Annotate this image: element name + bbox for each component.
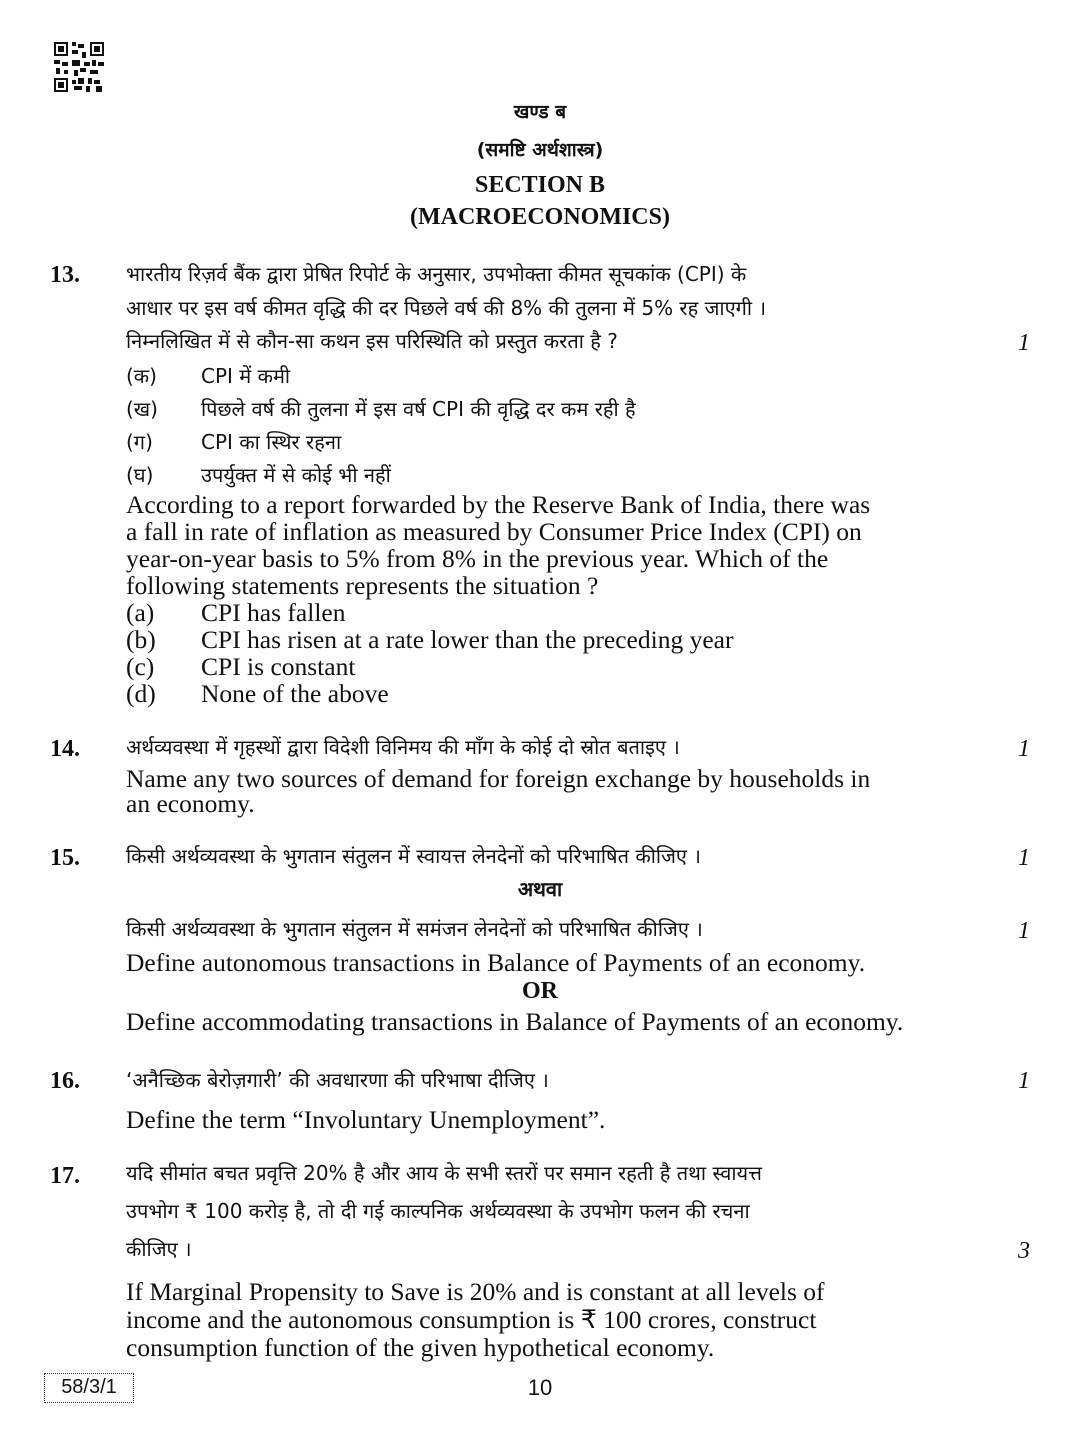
or-separator-hindi: अथवा (517, 877, 563, 901)
option-label: (b) (126, 625, 156, 654)
or-separator: OR (522, 978, 558, 1004)
question-number: 13. (50, 262, 80, 288)
option-label: (ग) (126, 430, 153, 454)
option-label: (a) (126, 598, 155, 627)
marks: 1 (1018, 845, 1030, 871)
question-text-hindi: यदि सीमांत बचत प्रवृत्ति 20% है और आय के सभी स्तरों पर समान रहती है तथा स्वायत्त (126, 1161, 762, 1185)
question-text: year-on-year basis to 5% from 8% in the previous year. Which of the (126, 544, 829, 573)
question-text-hindi: अर्थव्यवस्था में गृहस्थों द्वारा विदेशी विनिमय की माँग के कोई दो स्रोत बताइए । (126, 735, 680, 759)
question-text-hindi: भारतीय रिज़र्व बैंक द्वारा प्रेषित रिपोर्ट के अनुसार, उपभोक्ता कीमत सूचकांक (CPI) के (126, 262, 747, 286)
paper-code: 58/3/1 (44, 1373, 134, 1403)
question-text: If Marginal Propensity to Save is 20% and is constant at all levels of (126, 1277, 825, 1306)
option-text: CPI का स्थिर रहना (201, 430, 342, 454)
option-label: (क) (126, 364, 157, 388)
question-text: Define accommodating transactions in Balance of Payments of an economy. (126, 1007, 904, 1036)
option-text: उपर्युक्त में से कोई भी नहीं (201, 463, 391, 487)
question-text: income and the autonomous consumption is ₹ 100 crores, construct (126, 1305, 817, 1334)
question-text-hindi: ‘अनैच्छिक बेरोज़गारी’ की अवधारणा की परिभाषा दीजिए । (126, 1068, 549, 1092)
option-text: None of the above (201, 679, 389, 708)
marks: 3 (1018, 1238, 1030, 1264)
question-text: According to a report forwarded by the Reserve Bank of India, there was (126, 490, 871, 519)
option-label: (घ) (126, 463, 154, 487)
question-number: 15. (50, 845, 80, 871)
qr-code-icon (54, 42, 104, 92)
option-text: CPI has risen at a rate lower than the preceding year (201, 625, 734, 654)
section-heading: SECTION B (474, 172, 606, 198)
marks: 1 (1018, 918, 1030, 944)
question-number: 17. (50, 1163, 80, 1189)
question-text-hindi: उपभोग ₹ 100 करोड़ है, तो दी गई काल्पनिक अर्थव्यवस्था के उपभोग फलन की रचना (126, 1199, 750, 1223)
question-number: 14. (50, 736, 80, 762)
question-text: a fall in rate of inflation as measured by Consumer Price Index (CPI) on (126, 517, 862, 546)
option-label: (ख) (126, 397, 158, 421)
question-text-hindi: किसी अर्थव्यवस्था के भुगतान संतुलन में समंजन लेनदेनों को परिभाषित कीजिए । (126, 917, 703, 941)
question-text: Define autonomous transactions in Balance of Payments of an economy. (126, 948, 866, 977)
question-text-hindi: कीजिए । (126, 1237, 192, 1261)
question-text-hindi: किसी अर्थव्यवस्था के भुगतान संतुलन में स्वायत्त लेनदेनों को परिभाषित कीजिए । (126, 844, 701, 868)
option-label: (d) (126, 679, 156, 708)
question-text-hindi: निम्नलिखित में से कौन-सा कथन इस परिस्थिति को प्रस्तुत करता है ? (126, 329, 618, 353)
option-text: CPI is constant (201, 652, 356, 681)
question-text: consumption function of the given hypothetical economy. (126, 1333, 715, 1362)
marks: 1 (1018, 1068, 1030, 1094)
option-text: CPI has fallen (201, 598, 346, 627)
question-text: Name any two sources of demand for foreign exchange by households in (126, 764, 871, 793)
question-text: following statements represents the situation ? (126, 571, 599, 600)
question-number: 16. (50, 1068, 80, 1094)
question-text-hindi: आधार पर इस वर्ष कीमत वृद्धि की दर पिछले वर्ष की 8% की तुलना में 5% रह जाएगी । (126, 296, 767, 320)
option-text: CPI में कमी (201, 364, 291, 388)
marks: 1 (1018, 330, 1030, 356)
question-text: Define the term “Involuntary Unemployment”. (126, 1105, 606, 1134)
marks: 1 (1018, 736, 1030, 762)
option-text: पिछले वर्ष की तुलना में इस वर्ष CPI की वृद्धि दर कम रही है (201, 397, 636, 421)
option-label: (c) (126, 652, 155, 681)
page-number: 10 (527, 1375, 553, 1400)
subject-heading: (MACROECONOMICS) (410, 204, 670, 230)
subject-heading-hindi: (समष्टि अर्थशास्त्र) (476, 139, 604, 161)
question-text: an economy. (126, 789, 255, 818)
section-heading-hindi: खण्ड ब (513, 101, 567, 123)
